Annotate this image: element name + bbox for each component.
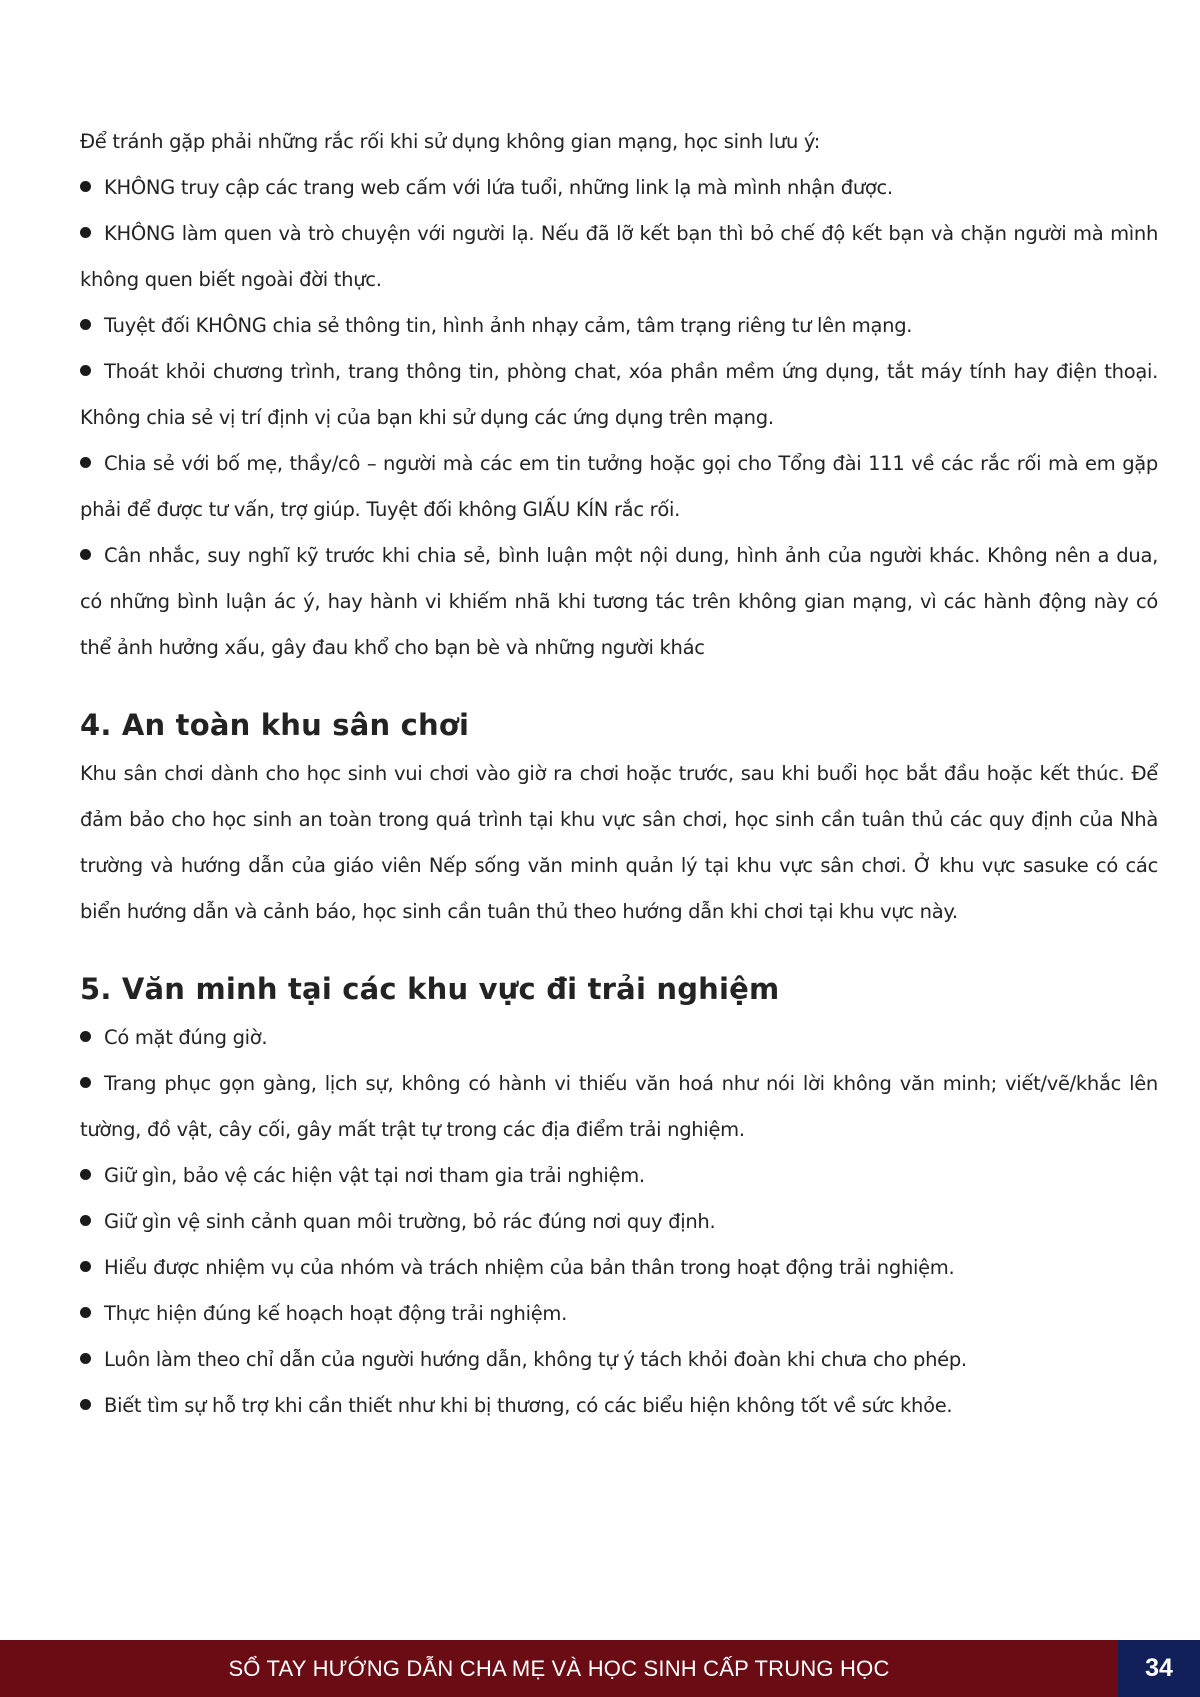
list-item-text: Giữ gìn vệ sinh cảnh quan môi trường, bỏ rác đúng nơi quy định. <box>104 1210 716 1233</box>
bullet-icon <box>80 549 91 560</box>
list-item-text: KHÔNG làm quen và trò chuyện với người lạ. Nếu đã lỡ kết bạn thì bỏ chế độ kết bạn và chặn người mà mình không quen biết ngoài đời thực. <box>80 222 1158 291</box>
list-item-text: Chia sẻ với bố mẹ, thầy/cô – người mà các em tin tưởng hoặc gọi cho Tổng đài 111 về các rắc rối mà em gặp phải để được tư vấn, trợ giúp. Tuyệt đối không GIẤU KÍN rắc rối. <box>80 452 1158 521</box>
bullet-icon <box>80 1307 91 1318</box>
section-5-heading: 5. Văn minh tại các khu vực đi trải nghiệm <box>80 972 780 1006</box>
list-item <box>80 211 1158 303</box>
bullet-icon <box>80 1077 91 1088</box>
bullet-icon <box>80 1169 91 1180</box>
list-item <box>80 1245 1158 1291</box>
list-item-text: Thực hiện đúng kế hoạch hoạt động trải nghiệm. <box>104 1302 568 1325</box>
bullet-icon <box>80 319 91 330</box>
list-item <box>80 1015 1158 1061</box>
list-item <box>80 441 1158 533</box>
list-item-text: Có mặt đúng giờ. <box>104 1026 268 1049</box>
list-item <box>80 349 1158 441</box>
list-item <box>80 1061 1158 1153</box>
bullet-icon <box>80 1215 91 1226</box>
list-item-text: Biết tìm sự hỗ trợ khi cần thiết như khi bị thương, có các biểu hiện không tốt về sức khỏe. <box>104 1394 953 1417</box>
bullet-icon <box>80 1261 91 1272</box>
bullet-icon <box>80 1399 91 1410</box>
online-rules-list <box>80 165 1158 671</box>
list-item <box>80 1153 1158 1199</box>
bullet-icon <box>80 1353 91 1364</box>
bullet-icon <box>80 457 91 468</box>
list-item-text: Luôn làm theo chỉ dẫn của người hướng dẫn, không tự ý tách khỏi đoàn khi chưa cho phép. <box>104 1348 967 1371</box>
list-item-text: Giữ gìn, bảo vệ các hiện vật tại nơi tham gia trải nghiệm. <box>104 1164 645 1187</box>
page-number: 34 <box>1118 1640 1200 1697</box>
section-4-body: Khu sân chơi dành cho học sinh vui chơi vào giờ ra chơi hoặc trước, sau khi buổi học bắt đầu hoặc kết thúc. Để đảm bảo cho học sinh an toàn trong quá trình tại khu vực sân chơi, học sinh cần tuân thủ các quy định của Nhà trường và hướng dẫn của giáo viên Nếp sống văn minh quản lý tại khu vực sân chơi. Ở khu vực sasuke có các biển hướng dẫn và cảnh báo, học sinh cần tuân thủ theo hướng dẫn khi chơi tại khu vực này. <box>80 762 1158 923</box>
list-item-text: KHÔNG truy cập các trang web cấm với lứa tuổi, những link lạ mà mình nhận được. <box>104 176 893 199</box>
list-item <box>80 1291 1158 1337</box>
section-4-heading: 4. An toàn khu sân chơi <box>80 708 470 742</box>
bullet-icon <box>80 365 91 376</box>
list-item <box>80 165 1158 211</box>
list-item-text: Thoát khỏi chương trình, trang thông tin, phòng chat, xóa phần mềm ứng dụng, tắt máy tính hay điện thoại. Không chia sẻ vị trí định vị của bạn khi sử dụng các ứng dụng trên mạng. <box>80 360 1158 429</box>
list-item-text: Hiểu được nhiệm vụ của nhóm và trách nhiệm của bản thân trong hoạt động trải nghiệm. <box>104 1256 955 1279</box>
list-item <box>80 1383 1158 1429</box>
list-item <box>80 1337 1158 1383</box>
list-item <box>80 533 1158 671</box>
footer-bar <box>0 1640 1200 1697</box>
footer-title: SỔ TAY HƯỚNG DẪN CHA MẸ VÀ HỌC SINH CẤP TRUNG HỌC <box>228 1656 890 1681</box>
list-item <box>80 303 1158 349</box>
bullet-icon <box>80 227 91 238</box>
list-item-text: Cân nhắc, suy nghĩ kỹ trước khi chia sẻ, bình luận một nội dung, hình ảnh của người khác. Không nên a dua, có những bình luận ác ý, hay hành vi khiếm nhã khi tương tác trên không gian mạng, vì các hành động này có thể ảnh hưởng xấu, gây đau khổ cho bạn bè và những người khác <box>80 544 1158 659</box>
list-item-text: Trang phục gọn gàng, lịch sự, không có hành vi thiếu văn hoá như nói lời không văn minh; viết/vẽ/khắc lên tường, đồ vật, cây cối, gây mất trật tự trong các địa điểm trải nghiệm. <box>80 1072 1158 1141</box>
list-item <box>80 1199 1158 1245</box>
bullet-icon <box>80 1031 91 1042</box>
section-5-list <box>80 1015 1158 1429</box>
bullet-icon <box>80 181 91 192</box>
page-content <box>80 119 1158 1429</box>
intro-text: Để tránh gặp phải những rắc rối khi sử dụng không gian mạng, học sinh lưu ý: <box>80 130 820 153</box>
list-item-text: Tuyệt đối KHÔNG chia sẻ thông tin, hình ảnh nhạy cảm, tâm trạng riêng tư lên mạng. <box>104 314 913 337</box>
